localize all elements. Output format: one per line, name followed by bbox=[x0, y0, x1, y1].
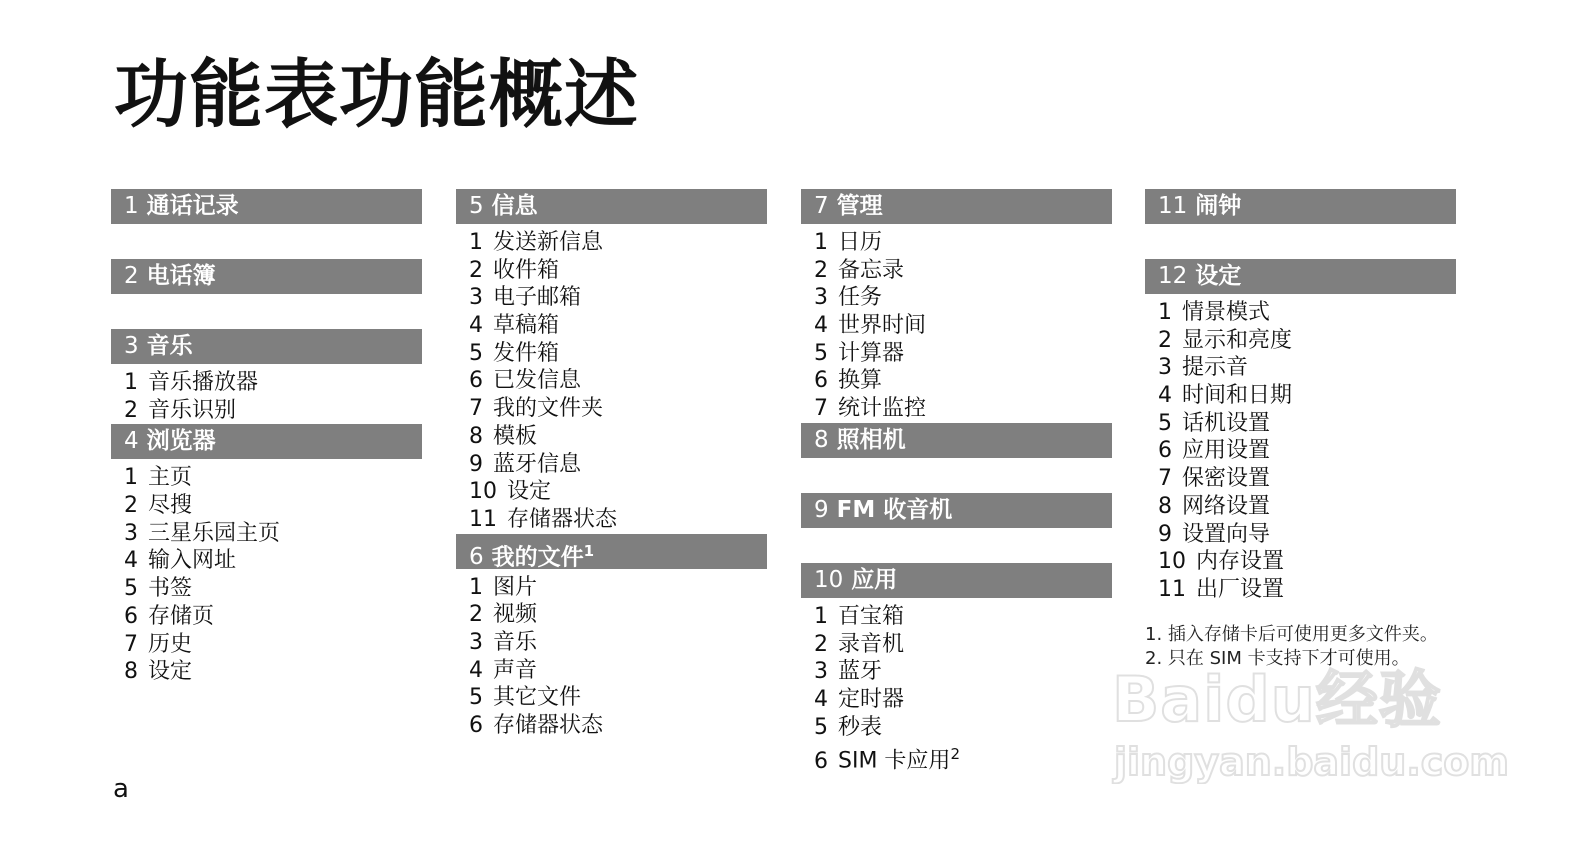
menu-item: 4 草稿箱 bbox=[469, 313, 560, 339]
page-title: 功能表功能概述 bbox=[114, 52, 639, 138]
menu-item: 6 换算 bbox=[814, 368, 883, 394]
menu-item: 6 存储器状态 bbox=[469, 713, 604, 738]
menu-item: 2 视频 bbox=[469, 602, 538, 628]
menu-item: 4 输入网址 bbox=[124, 548, 237, 574]
menu-column-2 bbox=[456, 189, 767, 740]
section-number: 6 bbox=[469, 544, 484, 571]
section-number: 4 bbox=[124, 428, 139, 455]
watermark-logo: Baidu经验 bbox=[1112, 663, 1442, 736]
section-item-list bbox=[111, 464, 422, 686]
menu-item: 3 蓝牙 bbox=[814, 659, 883, 685]
menu-item: 2 备忘录 bbox=[814, 257, 905, 283]
section-header-messages bbox=[456, 189, 767, 224]
menu-item: 4 定时器 bbox=[814, 686, 905, 712]
section-number: 3 bbox=[124, 333, 139, 359]
section-title: 音乐 bbox=[146, 333, 193, 359]
section-item-list bbox=[1145, 299, 1456, 604]
section-number: 5 bbox=[469, 193, 484, 219]
section-title: 我的文件 bbox=[491, 544, 584, 571]
menu-item: 3 任务 bbox=[814, 285, 883, 311]
menu-item: 5 秒表 bbox=[814, 714, 883, 740]
section-title: FM 收音机 bbox=[836, 496, 953, 523]
menu-item: 1 情景模式 bbox=[1158, 300, 1271, 325]
section-number: 8 bbox=[814, 426, 829, 453]
watermark-url: jingyan.baidu.com bbox=[1114, 740, 1509, 784]
section-title: 闹钟 bbox=[1195, 193, 1242, 219]
menu-item: 2 录音机 bbox=[814, 631, 905, 657]
section-item-list bbox=[456, 574, 767, 740]
footnote-marker: 2 bbox=[950, 745, 960, 764]
watermark bbox=[1112, 650, 1509, 790]
menu-item: 4 声音 bbox=[469, 657, 538, 683]
menu-column-1 bbox=[111, 189, 422, 686]
menu-item: 3 提示音 bbox=[1158, 355, 1249, 381]
section-title: 信息 bbox=[491, 193, 538, 219]
section-header-fm-radio bbox=[801, 493, 1112, 528]
menu-item: 10 设定 bbox=[469, 479, 552, 505]
menu-item: 3 音乐 bbox=[469, 629, 538, 655]
section-title: 浏览器 bbox=[146, 428, 216, 455]
menu-item: 6 存储页 bbox=[124, 603, 215, 629]
menu-item: 1 日历 bbox=[814, 230, 883, 255]
footnote-marker: 1 bbox=[583, 541, 595, 560]
section-header-alarm bbox=[1145, 189, 1456, 224]
section-header-settings bbox=[1145, 259, 1456, 294]
section-header-camera bbox=[801, 423, 1112, 458]
section-header-applications bbox=[801, 563, 1112, 598]
section-item-list bbox=[456, 229, 767, 534]
footnote: 2. 只在 SIM 卡支持下才可使用。 bbox=[1145, 648, 1410, 669]
footnote: 1. 插入存储卡后可使用更多文件夹。 bbox=[1145, 624, 1438, 645]
section-title: 电话簿 bbox=[146, 263, 216, 289]
menu-item: 7 统计监控 bbox=[814, 396, 927, 422]
menu-item: 11 出厂设置 bbox=[1158, 576, 1285, 602]
menu-column-3 bbox=[801, 189, 1112, 774]
menu-item: 2 尽搜 bbox=[124, 493, 193, 519]
menu-item: 3 电子邮箱 bbox=[469, 285, 582, 311]
menu-item: 6 已发信息 bbox=[469, 368, 582, 394]
menu-item: 4 时间和日期 bbox=[1158, 383, 1293, 409]
menu-item: 7 历史 bbox=[124, 631, 193, 657]
menu-item: 6 应用设置 bbox=[1158, 438, 1271, 464]
menu-item: 2 收件箱 bbox=[469, 257, 560, 283]
page-number: a bbox=[113, 774, 129, 804]
section-number: 11 bbox=[1158, 193, 1188, 219]
menu-item: 2 音乐识别 bbox=[124, 397, 237, 423]
menu-item: 7 保密设置 bbox=[1158, 466, 1271, 492]
section-item-list bbox=[801, 229, 1112, 423]
menu-item: 8 模板 bbox=[469, 423, 538, 449]
section-number: 1 bbox=[124, 193, 139, 219]
section-number: 12 bbox=[1158, 263, 1188, 289]
menu-item: 5 话机设置 bbox=[1158, 410, 1271, 436]
menu-item: 8 设定 bbox=[124, 659, 193, 685]
section-title: 应用 bbox=[851, 566, 898, 593]
menu-item: 1 图片 bbox=[469, 574, 538, 600]
menu-item: 5 计算器 bbox=[814, 340, 905, 366]
menu-item: 5 书签 bbox=[124, 576, 193, 602]
menu-item: 9 设置向导 bbox=[1158, 521, 1271, 547]
section-item-list bbox=[801, 603, 1112, 774]
section-header-my-files bbox=[456, 534, 767, 569]
section-number: 7 bbox=[814, 193, 829, 219]
menu-item: 6 SIM 卡应用$^2$ bbox=[814, 745, 960, 774]
section-number: 9 bbox=[814, 496, 829, 523]
menu-item: 1 音乐播放器 bbox=[124, 370, 259, 395]
section-title: 照相机 bbox=[836, 426, 906, 453]
section-title: 管理 bbox=[836, 193, 883, 219]
section-title: 设定 bbox=[1195, 263, 1242, 289]
menu-item: 8 网络设置 bbox=[1158, 493, 1271, 519]
menu-item: 11 存储器状态 bbox=[469, 506, 618, 532]
menu-item: 9 蓝牙信息 bbox=[469, 451, 582, 477]
menu-item: 7 我的文件夹 bbox=[469, 396, 604, 422]
menu-item: 10 内存设置 bbox=[1158, 549, 1285, 575]
menu-item: 1 发送新信息 bbox=[469, 230, 604, 255]
menu-column-4 bbox=[1145, 189, 1456, 604]
section-header-organizer bbox=[801, 189, 1112, 224]
menu-item: 4 世界时间 bbox=[814, 313, 927, 339]
menu-item: 3 三星乐园主页 bbox=[124, 520, 281, 546]
section-header-music bbox=[111, 329, 422, 364]
section-number: 10 bbox=[814, 566, 844, 593]
section-header-phonebook bbox=[111, 259, 422, 294]
section-header-call-log bbox=[111, 189, 422, 224]
section-title: 通话记录 bbox=[146, 193, 239, 219]
menu-item: 2 显示和亮度 bbox=[1158, 327, 1293, 353]
section-number: 2 bbox=[124, 263, 139, 289]
section-header-browser bbox=[111, 424, 422, 459]
menu-item: 1 主页 bbox=[124, 465, 193, 491]
section-item-list bbox=[111, 369, 422, 424]
menu-item: 5 发件箱 bbox=[469, 340, 560, 366]
menu-item: 5 其它文件 bbox=[469, 685, 582, 711]
menu-item: 1 百宝箱 bbox=[814, 603, 905, 629]
